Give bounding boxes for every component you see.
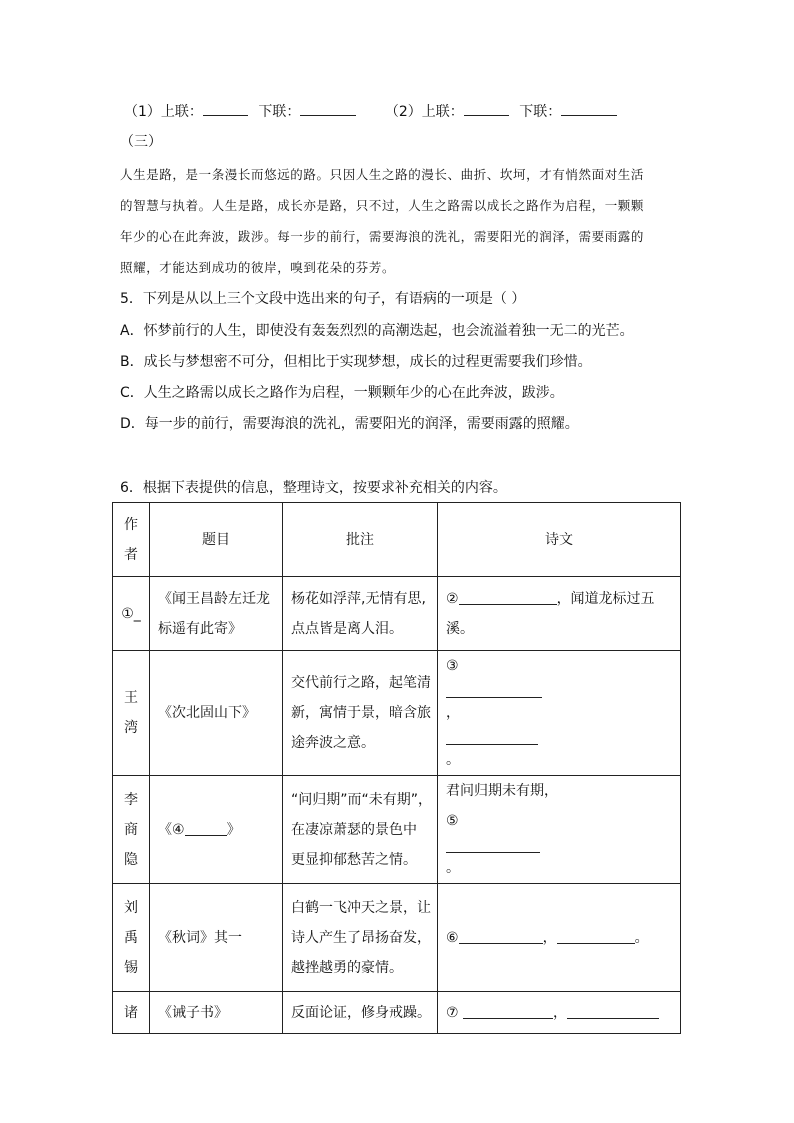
header-poem: 诗文	[438, 503, 681, 577]
section-3-heading: （三）	[120, 134, 162, 150]
header-note: 批注	[283, 503, 438, 577]
passage-line: 的智慧与执着。人生是路，成长亦是路，只不过，人生之路需以成长之路作为启程，一颗颗	[120, 198, 645, 213]
poem-cell: ③ ， 。	[438, 651, 681, 776]
note-cell: 白鹤一飞冲天之景，让 诗人产生了昂扬奋发， 越挫越勇的豪情。	[283, 884, 438, 992]
poem-cell: ② ，闻道龙标过五溪。	[438, 577, 681, 651]
author-cell[interactable]: ①_	[113, 577, 150, 651]
passage-line: 照耀，才能达到成功的彼岸，嗅到花朵的芬芳。	[120, 260, 396, 275]
question-5-stem: 5．下列是从以上三个文段中选出来的句子，有语病的一项是（ ）	[120, 291, 526, 307]
title-cell: 《诫子书》	[150, 992, 283, 1034]
author-cell: 李 商 隐	[113, 776, 150, 884]
q1-upper-blank[interactable]	[203, 101, 248, 116]
header-author: 作 者	[113, 503, 150, 577]
answer-blank[interactable]	[446, 728, 538, 745]
table-row	[113, 776, 681, 884]
couplet-fill-line	[124, 101, 617, 123]
q2-lower-label: 下联：	[519, 104, 562, 120]
note-cell: “问归期”而“未有期”， 在凄凉萧瑟的景色中 更显抑郁愁苦之情。	[283, 776, 438, 884]
answer-blank[interactable]	[185, 819, 227, 836]
q2-upper-blank[interactable]	[464, 101, 509, 116]
note-cell: 交代前行之路，起笔清 新，寓情于景，暗含旅 途奔波之意。	[283, 651, 438, 776]
table-row	[113, 884, 681, 992]
poetry-table	[112, 502, 681, 1034]
table-row	[113, 577, 681, 651]
title-cell: 《次北固山下》	[150, 651, 283, 776]
poem-cell: 君问归期未有期， ⑤ 。	[438, 776, 681, 884]
table-row	[113, 651, 681, 776]
author-cell: 刘 禹 锡	[113, 884, 150, 992]
q2-upper-label: （2）上联：	[384, 104, 464, 120]
poem-cell: ⑥ ， 。	[438, 884, 681, 992]
table-row	[113, 992, 681, 1034]
note-cell: 反面论证，修身戒躁。	[283, 992, 438, 1034]
note-cell: 杨花如浮萍,无情有思, 点点皆是离人泪。	[283, 577, 438, 651]
poem-cell: ⑦ ，	[438, 992, 681, 1034]
passage-line: 人生是路，是一条漫长而悠远的路。只因人生之路的漫长、曲折、坎坷，才有悄然面对生活	[120, 167, 645, 182]
question-5-option-a[interactable]: A．怀梦前行的人生，即使没有轰轰烈烈的高潮迭起，也会流溢着独一无二的光芒。	[120, 323, 634, 339]
q2-lower-blank[interactable]	[561, 101, 617, 116]
table-header-row	[113, 503, 681, 577]
question-5-option-c[interactable]: C．人生之路需以成长之路作为启程，一颗颗年少的心在此奔波，跋涉。	[120, 385, 564, 401]
question-6-stem: 6．根据下表提供的信息，整理诗文，按要求补充相关的内容。	[120, 480, 507, 496]
answer-blank[interactable]	[557, 927, 635, 944]
answer-blank[interactable]	[567, 1002, 659, 1019]
answer-blank[interactable]	[463, 1002, 553, 1019]
q1-lower-label: 下联：	[258, 104, 301, 120]
passage-line: 年少的心在此奔波，跋涉。每一步的前行，需要海浪的洗礼，需要阳光的润泽，需要雨露的	[120, 229, 645, 244]
title-cell: 《④ 》	[150, 776, 283, 884]
question-5-option-b[interactable]: B．成长与梦想密不可分，但相比于实现梦想，成长的过程更需要我们珍惜。	[120, 354, 592, 370]
author-cell: 王 湾	[113, 651, 150, 776]
title-cell: 《秋词》其一	[150, 884, 283, 992]
title-cell: 《闻王昌龄左迁龙 标遥有此寄》	[150, 577, 283, 651]
answer-blank[interactable]	[459, 588, 557, 605]
question-5-option-d[interactable]: D．每一步的前行，需要海浪的洗礼，需要阳光的润泽，需要雨露的照耀。	[120, 416, 579, 432]
header-title: 题目	[150, 503, 283, 577]
answer-blank[interactable]	[459, 927, 543, 944]
answer-blank[interactable]	[446, 836, 540, 853]
q1-lower-blank[interactable]	[300, 101, 356, 116]
answer-blank[interactable]	[446, 681, 542, 698]
author-cell: 诸	[113, 992, 150, 1034]
q1-upper-label: （1）上联：	[124, 104, 203, 120]
